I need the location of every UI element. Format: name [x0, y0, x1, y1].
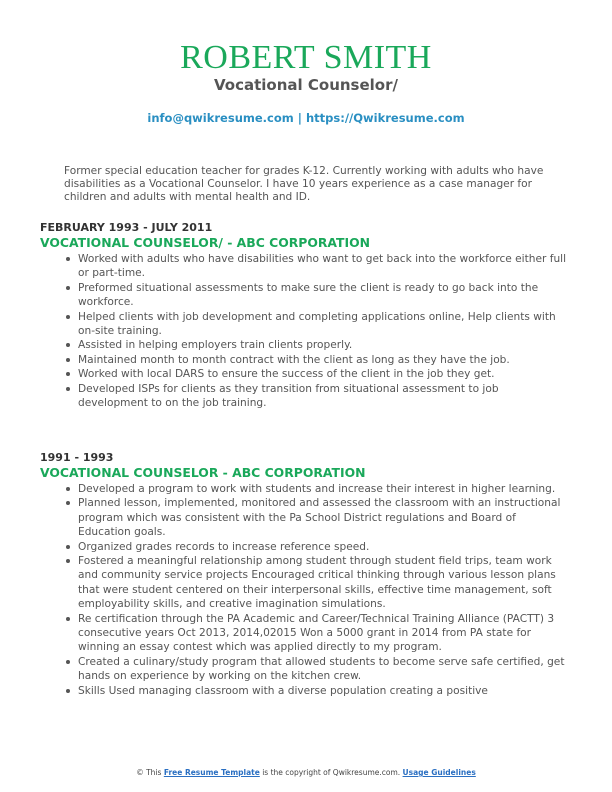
job-dates: 1991 - 1993: [40, 451, 114, 464]
list-item: Fostered a meaningful relationship among student through student field trips, team work and community service projects Encouraged critical thinking through various lesson plans that were student centered on their interpersonal skills, effective time management, soft employability skills, and creative imagination simulations.: [78, 554, 570, 612]
footer-prefix: © This: [136, 768, 164, 777]
list-item: Created a culinary/study program that allowed students to become serve safe certified, get hands on experience by working on the kitchen crew.: [78, 655, 570, 684]
list-item: Worked with local DARS to ensure the success of the client in the job they get.: [78, 367, 570, 381]
list-item: Skills Used managing classroom with a diverse population creating a positive: [78, 684, 570, 698]
list-item: Maintained month to month contract with the client as long as they have the job.: [78, 353, 570, 367]
job-bullets: [40, 252, 570, 410]
job-bullets: [40, 482, 570, 698]
footer-copyright-text: is the copyright of Qwikresume.com.: [259, 768, 403, 777]
usage-guidelines-link[interactable]: Usage Guidelines: [402, 768, 476, 777]
page-footer: [0, 768, 612, 777]
job-role: VOCATIONAL COUNSELOR - ABC CORPORATION: [40, 465, 366, 480]
contact-separator: |: [293, 111, 306, 125]
candidate-name: ROBERT SMITH: [180, 39, 432, 76]
email-link[interactable]: info@qwikresume.com: [147, 111, 294, 125]
contact-line: [0, 111, 612, 125]
job-section-2: [40, 451, 570, 698]
website-link[interactable]: https://Qwikresume.com: [305, 111, 465, 125]
summary-text: Former special education teacher for grades K-12. Currently working with adults who have disabilities as a Vocational Counselor. I have 10 years experience as a case manager for children and adults with mental health and ID.: [64, 165, 544, 203]
job-title: Vocational Counselor/: [214, 76, 398, 94]
list-item: Developed ISPs for clients as they transition from situational assessment to job development to on the job training.: [78, 382, 570, 411]
list-item: Preformed situational assessments to make sure the client is ready to go back into the workforce.: [78, 281, 570, 310]
list-item: Assisted in helping employers train clients properly.: [78, 338, 570, 352]
list-item: Developed a program to work with students and increase their interest in higher learning.: [78, 482, 570, 496]
list-item: Worked with adults who have disabilities who want to get back into the workforce either full or part-time.: [78, 252, 570, 281]
free-resume-template-link[interactable]: Free Resume Template: [163, 768, 260, 777]
list-item: Re certification through the PA Academic and Career/Technical Training Alliance (PACTT) 3 consecutive years Oct 2013, 2014,02015 Won a 5000 grant in 2014 from PA state for winning an essay contest which was applied directly to my program.: [78, 612, 570, 655]
job-role: VOCATIONAL COUNSELOR/ - ABC CORPORATION: [40, 235, 371, 250]
list-item: Helped clients with job development and completing applications online, Help clients with on-site training.: [78, 310, 570, 339]
list-item: Organized grades records to increase reference speed.: [78, 540, 570, 554]
list-item: Planned lesson, implemented, monitored and assessed the classroom with an instructional program which was consistent with the Pa School District regulations and Board of Education goals.: [78, 496, 570, 539]
job-section-1: [40, 221, 570, 410]
job-dates: FEBRUARY 1993 - JULY 2011: [40, 221, 213, 234]
